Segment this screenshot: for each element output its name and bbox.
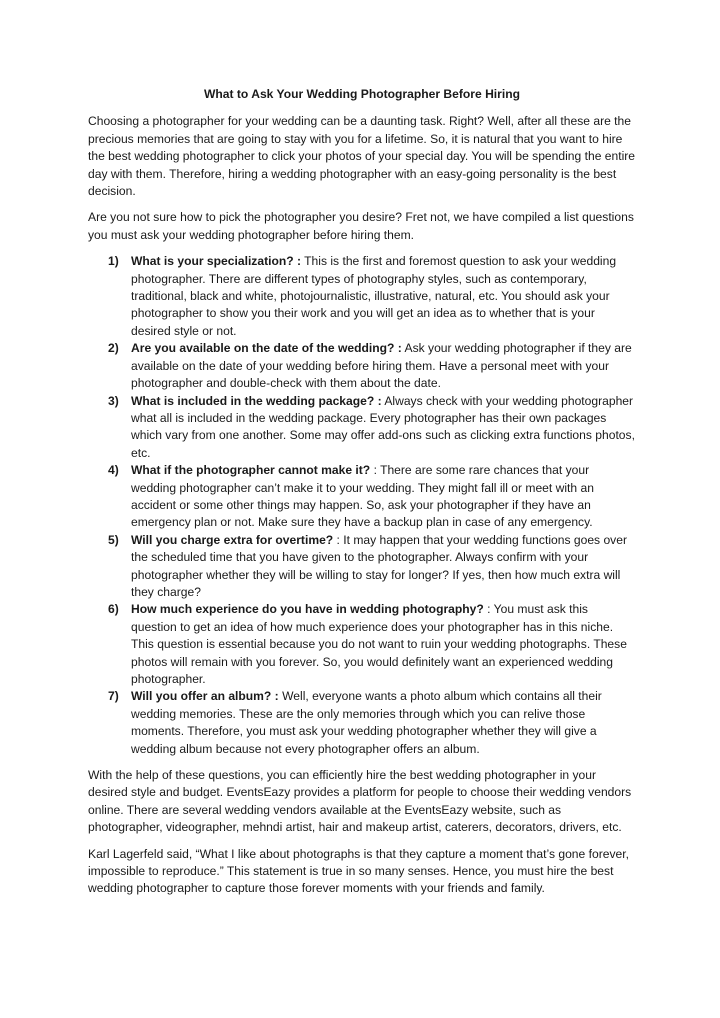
question-text: How much experience do you have in wedding photography?	[131, 602, 484, 617]
question-list	[88, 253, 636, 758]
question-answer: : There are some rare chances that your wedding photographer can’t make it to your wedding. They might fall ill or meet with an accident or some other things may happen. So, ask your photographer if they have an emergency plan or not. Make sure they have a backup plan in case of any emergency.	[131, 463, 594, 530]
question-item-2	[88, 340, 636, 392]
question-text: What is your specialization? :	[131, 254, 302, 269]
quote-paragraph: Karl Lagerfeld said, “What I like about photographs is that they capture a moment that’s gone forever, impossible to reproduce.” This statement is true in so many senses. Hence, you must hire the best wedding photographer to capture those forever moments with your friends and family.	[88, 846, 629, 896]
question-number: 3)	[108, 393, 119, 408]
question-text: Are you available on the date of the wedding? :	[131, 341, 402, 356]
question-number: 2)	[108, 341, 119, 356]
question-text: Will you charge extra for overtime?	[131, 532, 334, 547]
question-answer: : You must ask this question to get an idea of how much experience does your photographer has in this niche. This question is essential because you do not want to ruin your wedding photographs. These photos will remain with you forever. So, you would definitely want an experienced wedding photographer.	[131, 602, 627, 686]
question-item-7	[88, 688, 636, 758]
intro-paragraph: Choosing a photographer for your wedding can be a daunting task. Right? Well, after all these are the precious memories that are going to stay with you for a lifetime. So, it is natural that you want to hire the best wedding photographer to click your photos of your special day. You will be spending the entire day with them. Therefore, hiring a wedding photographer with an easy-going personality is the best decision.	[88, 114, 636, 199]
question-text: What is included in the wedding package? :	[131, 393, 382, 408]
closing-paragraph: With the help of these questions, you can efficiently hire the best wedding photographer in your desired style and budget. EventsEazy provides a platform for people to choose their wedding vendors online. There are several wedding vendors available at the EventsEazy website, such as photographer, videographer, mehndi artist, hair and makeup artist, caterers, decorators, drivers, etc.	[88, 768, 632, 835]
question-item-5	[88, 532, 636, 602]
question-answer: Ask your wedding photographer if they are available on the date of your wedding before hiring them. Have a personal meet with your photographer and double-check with them about the date.	[131, 341, 632, 391]
question-item-1	[88, 253, 636, 340]
question-item-3	[88, 393, 636, 463]
question-answer: Always check with your wedding photographer what all is included in the wedding package. Every photographer has their own packages which vary from one another. Some may offer add-ons such as clicking extra functions photos, etc.	[131, 393, 635, 460]
question-text: Will you offer an album? :	[131, 689, 279, 704]
question-text: What if the photographer cannot make it?	[131, 463, 371, 478]
question-number: 6)	[108, 602, 119, 617]
question-number: 5)	[108, 532, 119, 547]
question-number: 4)	[108, 463, 119, 478]
lead-in-paragraph: Are you not sure how to pick the photographer you desire? Fret not, we have compiled a list questions you must ask your wedding photographer before hiring them.	[88, 210, 634, 242]
question-number: 7)	[108, 689, 119, 704]
question-item-4	[88, 462, 636, 532]
document-body	[88, 86, 636, 907]
question-answer: Well, everyone wants a photo album which contains all their wedding memories. These are the only memories through which you can relive those moments. Therefore, you must ask your wedding photographer whether they will give a wedding album because not every photographer offers an album.	[131, 689, 602, 756]
question-item-6	[88, 601, 636, 688]
document-title: What to Ask Your Wedding Photographer Before Hiring	[203, 87, 520, 101]
question-number: 1)	[108, 254, 119, 269]
question-answer: : It may happen that your wedding functions goes over the scheduled time that you have given to the photographer. Always confirm with your photographer whether they will be willing to stay for longer? If yes, then how much extra will they charge?	[131, 532, 627, 599]
question-answer: This is the first and foremost question to ask your wedding photographer. There are different types of photography styles, such as contemporary, traditional, black and white, photojournalistic, illustrative, natural, etc. You should ask your photographer to show you their work and you will get an idea as to whether that is your desired style or not.	[131, 254, 617, 338]
